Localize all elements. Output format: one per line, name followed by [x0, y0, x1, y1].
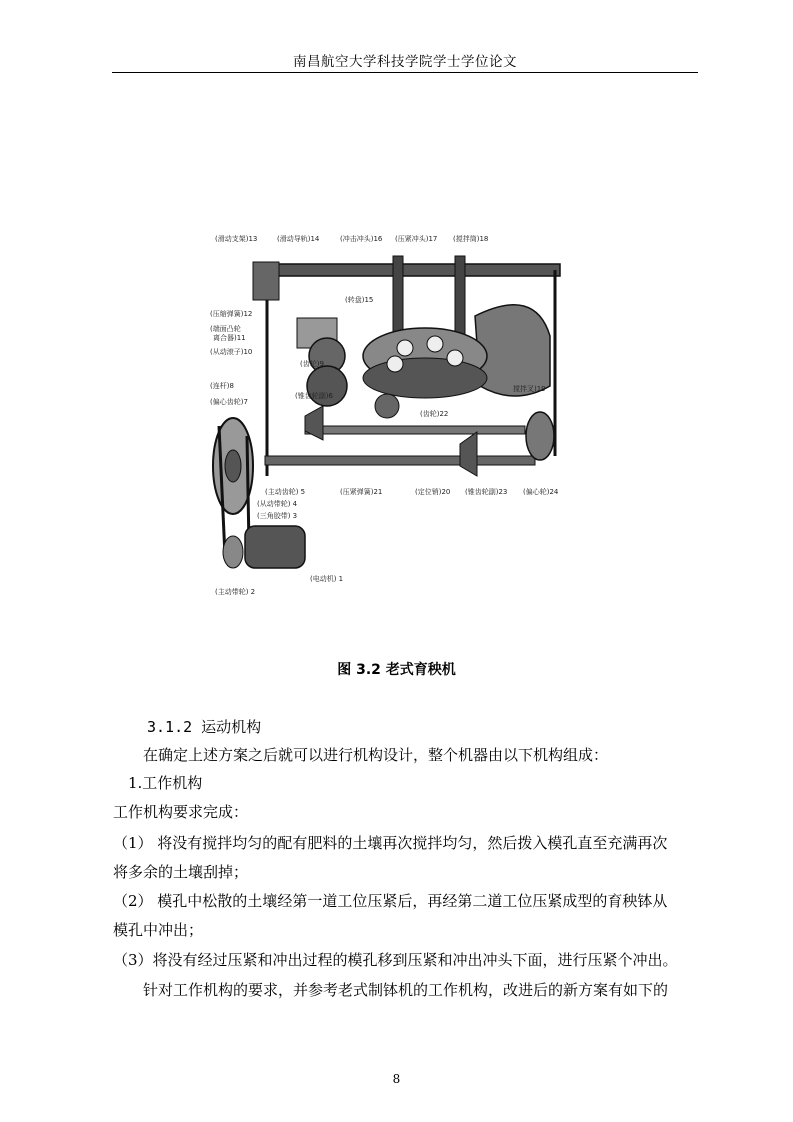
mold-hole	[397, 340, 413, 356]
label-20: (定位销)20	[415, 488, 451, 496]
label-21: (压紧弹簧)21	[340, 488, 383, 496]
machine-illustration	[205, 226, 565, 600]
page-number: 8	[392, 1072, 401, 1086]
sliding-bracket	[253, 262, 279, 300]
label-12: (压缩弹簧)12	[210, 310, 253, 318]
label-16: (冲击冲头)16	[340, 235, 383, 243]
label-23: (锥齿轮副)23	[465, 488, 508, 496]
mold-hole	[447, 350, 463, 366]
label-5: (主动齿轮) 5	[265, 488, 306, 496]
label-18: (搅拌筒)18	[453, 235, 489, 243]
label-13: (滑动支架)13	[215, 235, 258, 243]
figure-caption: 图 3.2 老式育秧机	[337, 662, 456, 678]
upper-shaft	[305, 426, 525, 434]
label-9: (齿轮)9	[300, 360, 324, 368]
label-11b: 离合器)11	[213, 334, 246, 342]
requirement-2-line-1: （2） 模孔中松散的土壤经第一道工位压紧后，再经第二道工位压紧成型的育秧钵从	[113, 892, 668, 910]
label-24: (偏心轮)24	[523, 488, 559, 496]
label-8: (连杆)8	[210, 382, 234, 390]
press-punch	[455, 256, 465, 336]
sliding-guide-beam	[260, 264, 560, 276]
label-3: (三角胶带) 3	[257, 512, 298, 520]
label-15: (转盘)15	[345, 296, 374, 304]
label-1: (电动机) 1	[310, 575, 344, 583]
label-10: (从动滚子)10	[210, 348, 253, 356]
item-heading: 1.工作机构	[128, 774, 203, 792]
main-shaft	[265, 456, 535, 465]
section-heading: 3.1.2 运动机构	[147, 718, 262, 736]
closing-line: 针对工作机构的要求，并参考老式制钵机的工作机构，改进后的新方案有如下的	[143, 981, 669, 999]
electric-motor	[245, 526, 305, 568]
paragraph-intro: 在确定上述方案之后就可以进行机构设计，整个机器由以下机构组成：	[143, 746, 609, 764]
figure-old-seedling-machine	[205, 226, 565, 600]
requirement-1-line-1: （1） 将没有搅拌均匀的配有肥料的土壤再次搅拌均匀，然后拨入模孔直至充满再次	[113, 834, 668, 852]
requirement-2-line-2: 模孔中冲出；	[113, 921, 204, 939]
mold-hole	[387, 356, 403, 372]
label-19: 搅拌叉)19	[513, 385, 546, 393]
turntable-gear-rim	[363, 358, 487, 398]
label-6: (锥齿轮副)6	[295, 392, 333, 400]
label-22: (齿轮)22	[420, 410, 449, 418]
label-14: (滑动导轨)14	[277, 235, 320, 243]
mold-hole	[427, 336, 443, 352]
label-11a: (端面凸轮	[210, 325, 241, 333]
requirement-intro: 工作机构要求完成：	[113, 803, 249, 821]
drive-pulley	[223, 536, 243, 568]
label-2: (主动带轮) 2	[215, 588, 256, 596]
impact-punch	[393, 256, 403, 336]
bevel-gear-pair-6	[305, 406, 323, 440]
requirement-1-line-2: 将多余的土壤刮掉；	[113, 863, 249, 881]
bevel-gear-pair	[460, 432, 477, 476]
page-header: 南昌航空大学科技学院学士学位论文	[293, 54, 517, 70]
header-rule	[112, 72, 698, 73]
gear-22	[375, 394, 399, 418]
requirement-3-line-1: （3）将没有经过压紧和冲出过程的模孔移到压紧和冲出冲头下面，进行压紧个冲出。	[113, 951, 678, 969]
eccentric-gear	[307, 366, 347, 406]
eccentric-wheel	[526, 412, 554, 460]
pulley-hub	[225, 450, 241, 482]
label-7: (偏心齿轮)7	[210, 398, 248, 406]
label-17: (压紧冲头)17	[395, 235, 438, 243]
label-4: (从动带轮) 4	[257, 500, 298, 508]
